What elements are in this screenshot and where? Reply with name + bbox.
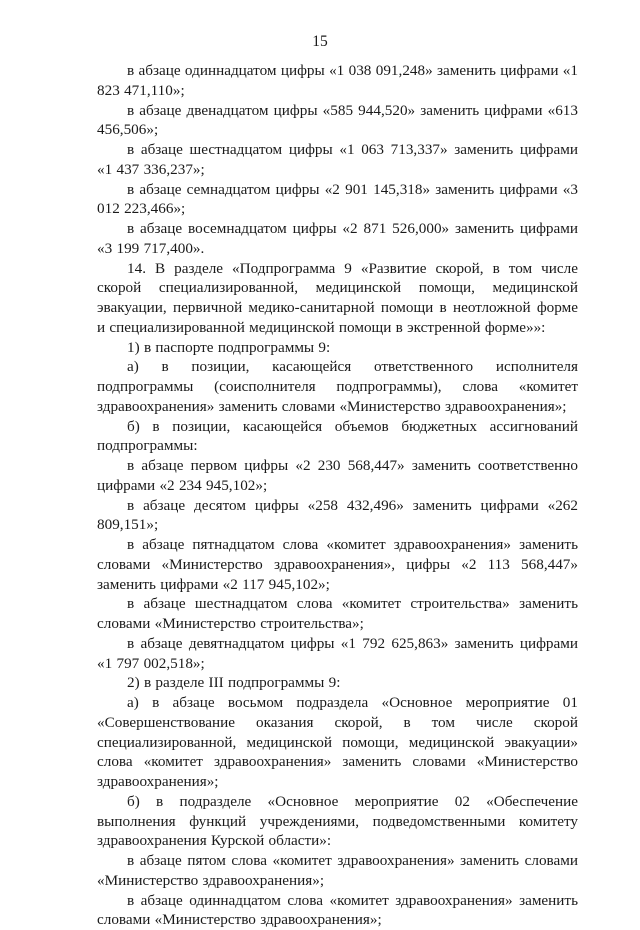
- paragraph: в абзаце десятом цифры «258 432,496» заменить цифрами «262 809,151»;: [97, 496, 578, 536]
- paragraph: б) в позиции, касающейся объемов бюджетных ассигнований подпрограммы:: [97, 417, 578, 457]
- paragraph: 14. В разделе «Подпрограмма 9 «Развитие скорой, в том числе скорой специализированной, медицинской помощи, медицинской эвакуации, первичной медико-санитарной помощи в неотложной форме и специализированной медицинской помощи в экстренной форме»»:: [97, 259, 578, 338]
- paragraph: в абзаце первом цифры «2 230 568,447» заменить соответственно цифрами «2 234 945,102»;: [97, 456, 578, 496]
- paragraph: в абзаце восемнадцатом цифры «2 871 526,000» заменить цифрами «3 199 717,400».: [97, 219, 578, 259]
- paragraph: в абзаце девятнадцатом цифры «1 792 625,863» заменить цифрами «1 797 002,518»;: [97, 634, 578, 674]
- document-body: [97, 61, 578, 930]
- paragraph: в абзаце пятом слова «комитет здравоохранения» заменить словами «Министерство здравоохранения»;: [97, 851, 578, 891]
- paragraph: а) в позиции, касающейся ответственного исполнителя подпрограммы (соисполнителя подпрограммы), слова «комитет здравоохранения» заменить словами «Министерство здравоохранения»;: [97, 357, 578, 416]
- paragraph: в абзаце шестнадцатом цифры «1 063 713,337» заменить цифрами «1 437 336,237»;: [97, 140, 578, 180]
- paragraph: в абзаце шестнадцатом слова «комитет строительства» заменить словами «Министерство строительства»;: [97, 594, 578, 634]
- paragraph: 1) в паспорте подпрограммы 9:: [97, 338, 578, 358]
- paragraph: в абзаце одиннадцатом слова «комитет здравоохранения» заменить словами «Министерство здравоохранения»;: [97, 891, 578, 930]
- paragraph: в абзаце семнадцатом цифры «2 901 145,318» заменить цифрами «3 012 223,466»;: [97, 180, 578, 220]
- paragraph: в абзаце пятнадцатом слова «комитет здравоохранения» заменить словами «Министерство здравоохранения», цифры «2 113 568,447» заменить цифрами «2 117 945,102»;: [97, 535, 578, 594]
- paragraph: б) в подразделе «Основное мероприятие 02 «Обеспечение выполнения функций учреждениями, подведомственными комитету здравоохранения Курской области»:: [97, 792, 578, 851]
- paragraph: 2) в разделе III подпрограммы 9:: [97, 673, 578, 693]
- paragraph: а) в абзаце восьмом подраздела «Основное мероприятие 01 «Совершенствование оказания скорой, в том числе скорой специализированной, медицинской помощи, медицинской эвакуации» слова «комитет здравоохранения» заменить словами «Министерство здравоохранения»;: [97, 693, 578, 792]
- page-number: 15: [0, 33, 640, 51]
- paragraph: в абзаце одиннадцатом цифры «1 038 091,248» заменить цифрами «1 823 471,110»;: [97, 61, 578, 101]
- paragraph: в абзаце двенадцатом цифры «585 944,520» заменить цифрами «613 456,506»;: [97, 101, 578, 141]
